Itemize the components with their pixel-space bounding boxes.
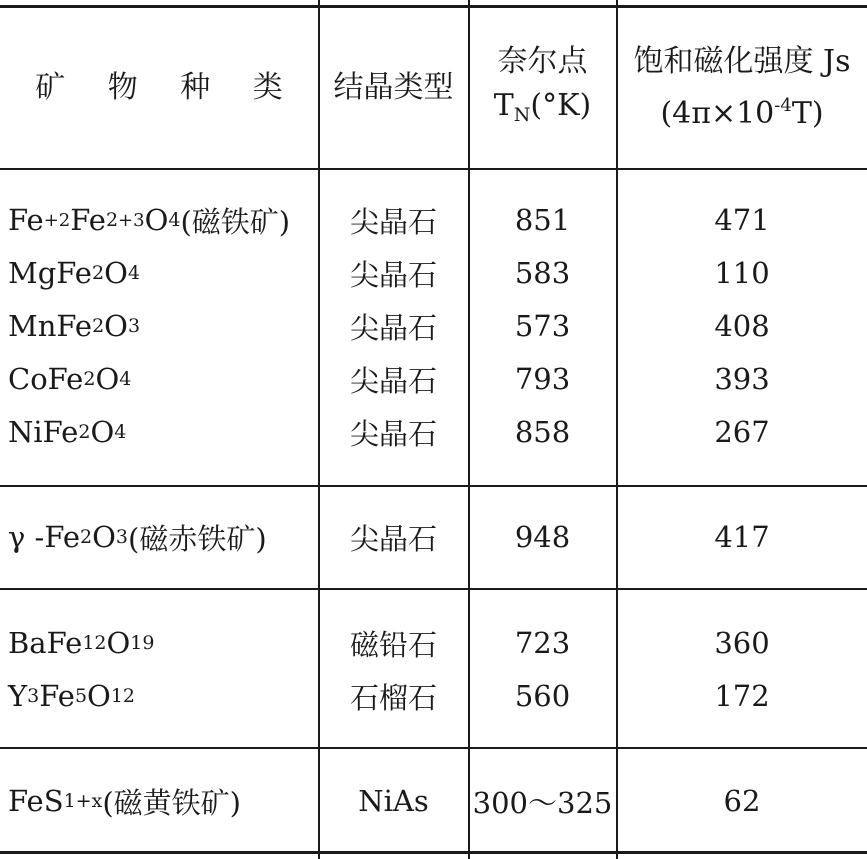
- header-rule: [0, 168, 867, 170]
- mineral-formula-part: O: [104, 309, 128, 343]
- header-neel-sub: N: [513, 103, 531, 126]
- header-neel-unit: (°K): [530, 87, 592, 123]
- header-js-unit-b: T): [791, 96, 824, 131]
- crystal-type-cell: 尖晶石: [349, 521, 437, 556]
- header-neel-t: T: [493, 87, 514, 123]
- header-js-sup: -4: [774, 95, 792, 116]
- mineral-formula-part: γ -Fe: [8, 520, 81, 554]
- mineral-formula-part: O: [104, 256, 128, 290]
- header-js: [617, 8, 867, 168]
- header-js-line1: 饱和磁化强度 Js: [633, 44, 851, 79]
- mineral-cell: [8, 300, 318, 352]
- mineral-formula-part: NiFe: [8, 415, 79, 449]
- group-rule-3: [0, 747, 867, 749]
- mineral-formula-part: O: [90, 415, 115, 449]
- mineral-formula-part: +2: [43, 209, 71, 231]
- mineral-formula-part: (磁黄铁矿): [102, 785, 241, 820]
- crystal-type-cell: 尖晶石: [349, 257, 437, 292]
- neel-point-cell: 560: [514, 679, 571, 713]
- neel-point-cell: 583: [514, 256, 571, 290]
- mineral-formula-part: O: [106, 626, 131, 660]
- mineral-formula-part: MgFe: [8, 256, 92, 290]
- header-neel-line1: 奈尔点: [497, 43, 588, 79]
- mineral-cell: [8, 406, 318, 458]
- mineral-formula-part: 5: [74, 685, 88, 707]
- saturation-magnetization-cell: 408: [714, 309, 770, 343]
- header-crystal: [319, 8, 468, 168]
- mineral-formula-part: 2: [78, 421, 91, 443]
- mineral-cell: [8, 247, 318, 299]
- neel-point-cell: 723: [514, 626, 571, 660]
- mineral-cell: [8, 511, 318, 563]
- mineral-cell: [8, 775, 318, 827]
- mineral-formula-part: Fe: [8, 203, 44, 237]
- mineral-formula-part: 19: [130, 632, 155, 654]
- neel-point-cell: 858: [514, 415, 571, 449]
- group-rule-2: [0, 588, 867, 590]
- header-neel: [469, 8, 616, 168]
- mineral-formula-part: O: [92, 520, 116, 554]
- mineral-formula-part: BaFe: [8, 626, 83, 660]
- mineral-cell: [8, 194, 318, 246]
- crystal-type-cell: 尖晶石: [349, 363, 437, 398]
- saturation-magnetization-cell: 393: [714, 362, 770, 396]
- group-rule-1: [0, 485, 867, 487]
- mineral-formula-part: (磁赤铁矿): [128, 521, 267, 556]
- mineral-formula-part: O: [95, 362, 120, 396]
- mineral-formula-part: 2: [92, 315, 105, 337]
- saturation-magnetization-cell: 110: [714, 256, 770, 290]
- crystal-type-cell: 尖晶石: [349, 204, 437, 239]
- mineral-formula-part: 4: [168, 209, 181, 231]
- mineral-formula-part: Y: [8, 679, 28, 713]
- mineral-cell: [8, 617, 318, 669]
- header-mineral-label: 矿 物 种 类: [35, 70, 300, 105]
- crystal-type-cell: NiAs: [358, 784, 429, 818]
- mineral-formula-part: +3: [118, 209, 145, 231]
- neel-point-cell: 793: [514, 362, 571, 396]
- crystal-type-cell: 尖晶石: [349, 310, 437, 345]
- mineral-formula-part: 12: [82, 632, 107, 654]
- saturation-magnetization-cell: 172: [714, 679, 770, 713]
- crystal-type-cell: 石榴石: [349, 680, 437, 715]
- mineral-formula-part: 3: [27, 685, 40, 707]
- header-neel-line2: [494, 84, 591, 137]
- header-mineral: [0, 8, 318, 168]
- mineral-formula-part: O: [87, 679, 111, 713]
- mineral-cell: [8, 670, 318, 722]
- neel-point-cell: 851: [514, 203, 571, 237]
- crystal-type-cell: 尖晶石: [349, 416, 437, 451]
- mineral-formula-part: 2: [83, 368, 96, 390]
- mineral-formula-part: 4: [114, 421, 127, 443]
- mineral-formula-part: Fe: [39, 679, 75, 713]
- header-js-line2: [660, 84, 823, 136]
- saturation-magnetization-cell: 267: [714, 415, 770, 449]
- saturation-magnetization-cell: 62: [723, 784, 761, 818]
- mineral-formula-part: 2: [91, 262, 105, 284]
- mineral-formula-part: Fe: [70, 203, 106, 237]
- mineral-formula-part: 1+x: [63, 790, 103, 812]
- mineral-cell: [8, 353, 318, 405]
- mineral-formula-part: 2: [80, 526, 93, 548]
- bottom-rule: [0, 851, 867, 854]
- mineral-formula-part: 3: [115, 526, 129, 548]
- neel-point-cell: 573: [514, 309, 571, 343]
- saturation-magnetization-cell: 360: [714, 626, 770, 660]
- mineral-formula-part: 4: [127, 262, 140, 284]
- neel-point-cell: 948: [514, 520, 571, 554]
- mineral-formula-part: O: [144, 203, 169, 237]
- saturation-magnetization-cell: 471: [714, 203, 770, 237]
- header-js-unit-a: (4π×10: [660, 96, 775, 131]
- crystal-type-cell: 磁铅石: [349, 627, 437, 662]
- mineral-formula-part: (磁铁矿): [180, 204, 291, 239]
- saturation-magnetization-cell: 417: [714, 520, 770, 554]
- mineral-formula-part: 2: [105, 209, 119, 231]
- mineral-formula-part: CoFe: [8, 362, 84, 396]
- mineral-formula-part: FeS: [8, 784, 64, 818]
- mineral-formula-part: MnFe: [8, 309, 93, 343]
- mineral-formula-part: 4: [119, 368, 132, 390]
- mineral-formula-part: 12: [110, 685, 136, 707]
- mineral-formula-part: 3: [127, 315, 141, 337]
- header-crystal-label: 结晶类型: [333, 70, 454, 105]
- neel-point-cell: 300～325: [472, 785, 613, 820]
